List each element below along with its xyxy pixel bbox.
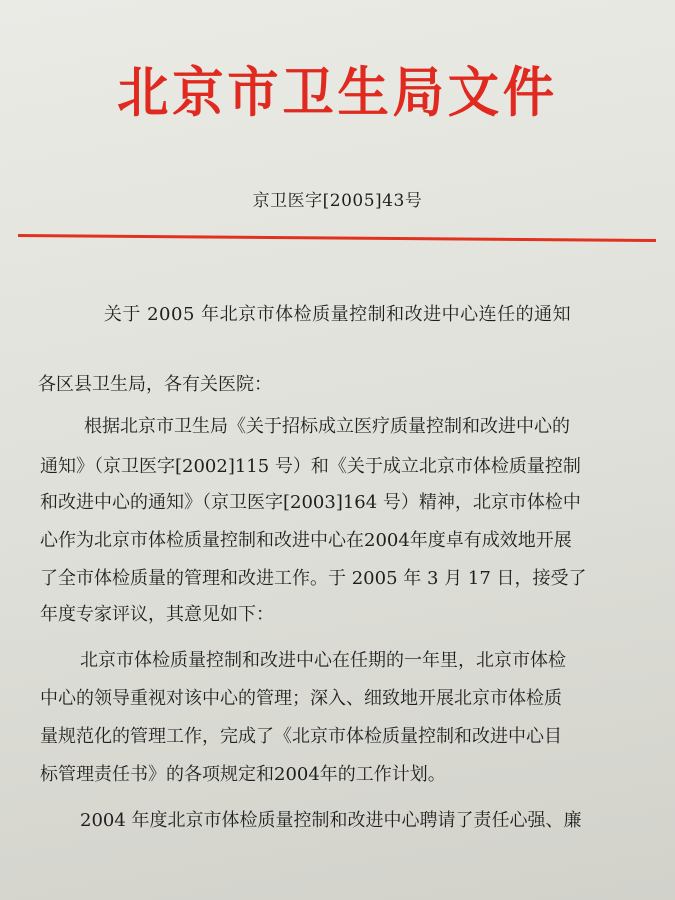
red-divider <box>18 234 656 242</box>
paragraph-line: 2004 年度北京市体检质量控制和改进中心聘请了责任心强、廉 <box>80 810 582 831</box>
paragraph-line: 了全市体检质量的管理和改进工作。于 2005 年 3 月 17 日，接受了 <box>40 568 587 589</box>
paragraph-line: 和改进中心的通知》（京卫医字[2003]164 号）精神，北京市体检中 <box>40 492 581 513</box>
document-number: 京卫医字[2005]43号 <box>252 191 423 211</box>
paragraph-line: 量规范化的管理工作，完成了《北京市体检质量控制和改进中心目 <box>40 726 562 747</box>
paragraph-line: 根据北京市卫生局《关于招标成立医疗质量控制和改进中心的 <box>84 416 570 437</box>
paragraph-line: 中心的领导重视对该中心的管理；深入、细致地开展北京市体检质 <box>40 688 562 709</box>
paragraph-line: 年度专家评议，其意见如下： <box>40 604 274 625</box>
paragraph-line: 心作为北京市体检质量控制和改进中心在2004年度卓有成效地开展 <box>40 530 572 551</box>
paragraph-line: 标管理责任书》的各项规定和2004年的工作计划。 <box>40 764 446 785</box>
notice-title: 关于 2005 年北京市体检质量控制和改进中心连任的通知 <box>103 304 572 325</box>
paragraph-line: 通知》（京卫医字[2002]115 号）和《关于成立北京市体检质量控制 <box>40 456 581 477</box>
paragraph-line: 北京市体检质量控制和改进中心在任期的一年里，北京市体检 <box>80 650 566 671</box>
document-header-title: 北京市卫生局文件 <box>117 61 558 124</box>
salutation: 各区县卫生局，各有关医院： <box>38 374 272 395</box>
